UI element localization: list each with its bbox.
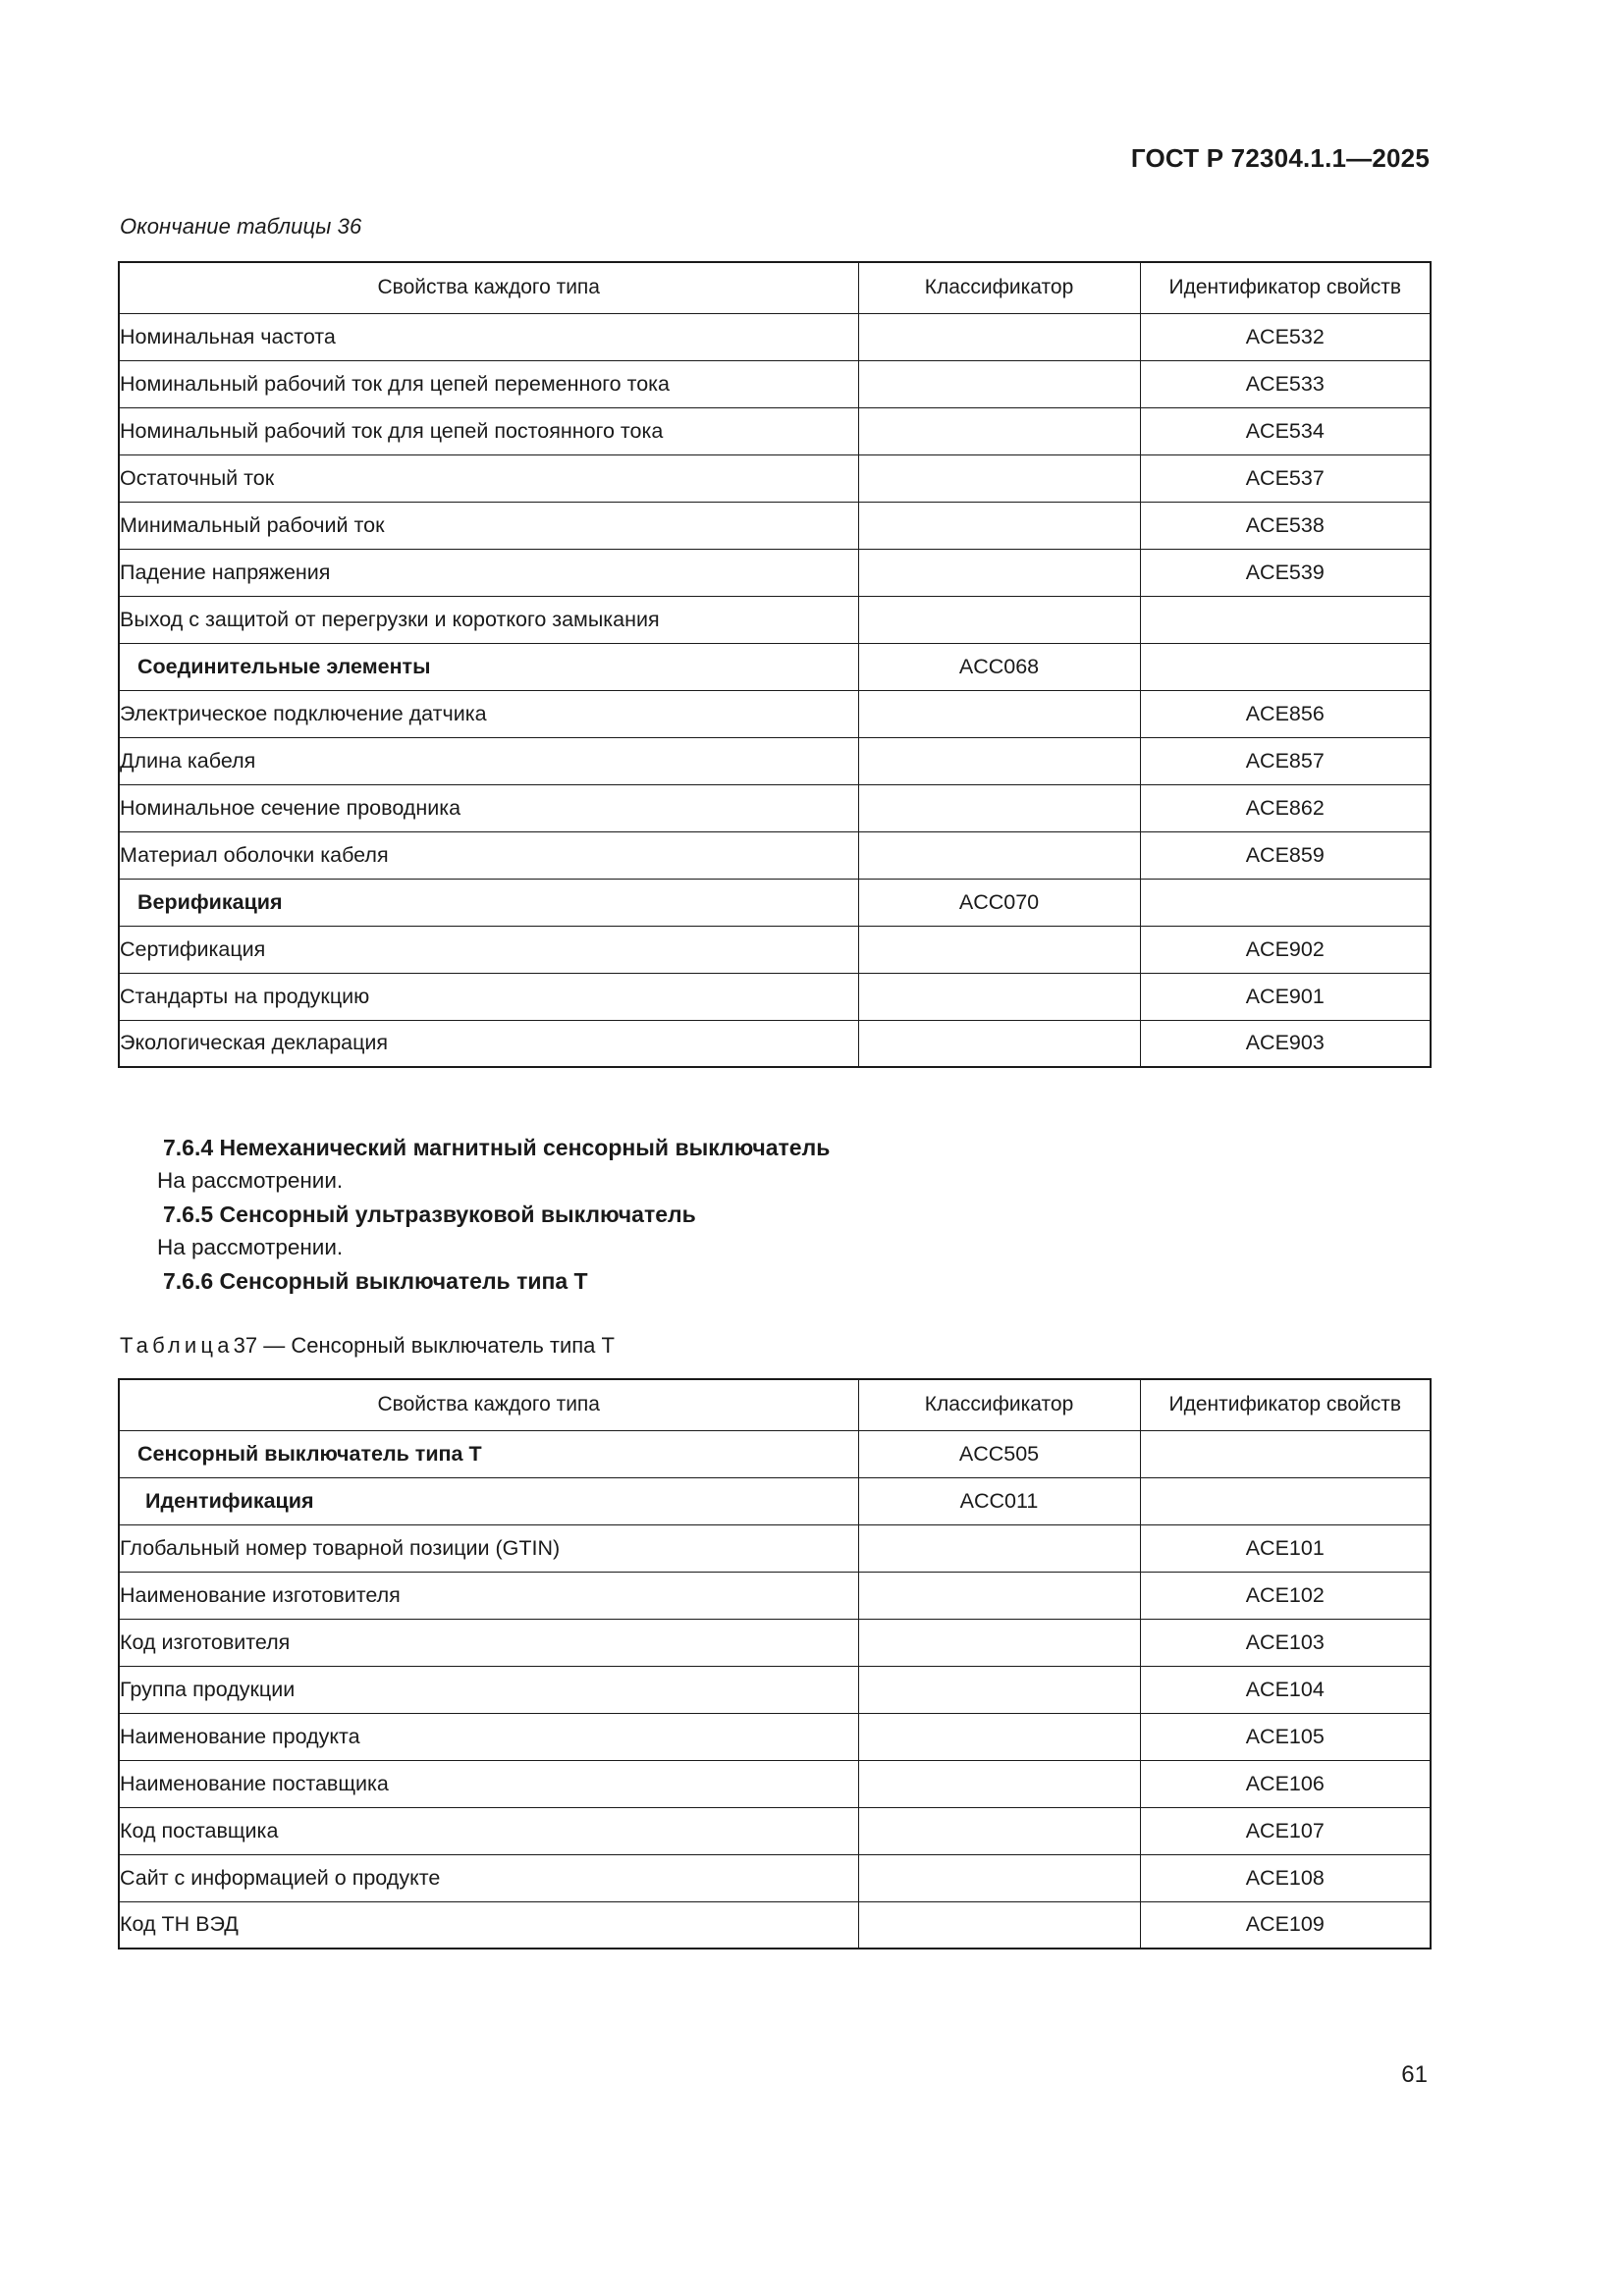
row-classifier-value [858, 313, 1140, 360]
row-identifier-value: ACE903 [1140, 1020, 1431, 1067]
row-classifier-value [858, 690, 1140, 737]
row-identifier-value: ACE101 [1140, 1524, 1431, 1572]
row-property-label: Номинальный рабочий ток для цепей переменного тока [119, 360, 858, 407]
row-identifier-value: ACE105 [1140, 1713, 1431, 1760]
table-37-caption-wrap [118, 1333, 1430, 1359]
row-classifier-value [858, 831, 1140, 879]
row-classifier-value [858, 1524, 1140, 1572]
row-group-label: Идентификация [119, 1477, 858, 1524]
table-row [119, 973, 1431, 1020]
row-classifier-value [858, 1619, 1140, 1666]
row-property-label: Наименование изготовителя [119, 1572, 858, 1619]
row-property-label: Материал оболочки кабеля [119, 831, 858, 879]
row-classifier-value: ACC505 [858, 1430, 1140, 1477]
row-property-label: Код ТН ВЭД [119, 1901, 858, 1949]
table-37-caption-label: Таблица [120, 1333, 234, 1358]
row-classifier-value [858, 926, 1140, 973]
table-36 [118, 261, 1432, 1068]
table-37-head [119, 1379, 1431, 1430]
row-classifier-value [858, 737, 1140, 784]
table-36-header-row [119, 262, 1431, 313]
row-group-label: Соединительные элементы [119, 643, 858, 690]
row-group-label: Верификация [119, 879, 858, 926]
table-row [119, 1524, 1431, 1572]
row-classifier-value [858, 1854, 1140, 1901]
row-classifier-value [858, 1807, 1140, 1854]
table-row [119, 690, 1431, 737]
row-property-label: Код изготовителя [119, 1619, 858, 1666]
table-37-body [119, 1430, 1431, 1949]
row-classifier-value [858, 407, 1140, 454]
row-identifier-value: ACE102 [1140, 1572, 1431, 1619]
row-identifier-value: ACE106 [1140, 1760, 1431, 1807]
row-property-label: Наименование поставщика [119, 1760, 858, 1807]
column-header-identifier: Идентификатор свойств [1140, 1379, 1431, 1430]
row-classifier-value [858, 1572, 1140, 1619]
row-property-label: Наименование продукта [119, 1713, 858, 1760]
table-row [119, 831, 1431, 879]
row-property-label: Остаточный ток [119, 454, 858, 502]
row-property-label: Сайт с информацией о продукте [119, 1854, 858, 1901]
table-row [119, 1807, 1431, 1854]
row-property-label: Минимальный рабочий ток [119, 502, 858, 549]
row-identifier-value [1140, 1477, 1431, 1524]
table-36-head [119, 262, 1431, 313]
table-row [119, 737, 1431, 784]
row-property-label: Выход с защитой от перегрузки и короткого замыкания [119, 596, 858, 643]
row-identifier-value: ACE532 [1140, 313, 1431, 360]
row-classifier-value [858, 549, 1140, 596]
column-header-classifier: Классификатор [858, 262, 1140, 313]
column-header-identifier: Идентификатор свойств [1140, 262, 1431, 313]
table-row [119, 1430, 1431, 1477]
table-row [119, 407, 1431, 454]
row-property-label: Группа продукции [119, 1666, 858, 1713]
row-property-label: Сертификация [119, 926, 858, 973]
row-identifier-value: ACE108 [1140, 1854, 1431, 1901]
row-classifier-value: ACC068 [858, 643, 1140, 690]
row-property-label: Номинальный рабочий ток для цепей постоянного тока [119, 407, 858, 454]
section-headings-block [157, 1131, 1430, 1298]
section-heading-7-6-6: 7.6.6 Сенсорный выключатель типа Т [163, 1268, 588, 1294]
row-classifier-value [858, 784, 1140, 831]
table-row [119, 549, 1431, 596]
table-37-header-row [119, 1379, 1431, 1430]
row-classifier-value [858, 596, 1140, 643]
table-row [119, 1760, 1431, 1807]
row-property-label: Стандарты на продукцию [119, 973, 858, 1020]
row-identifier-value: ACE539 [1140, 549, 1431, 596]
table-37 [118, 1378, 1432, 1949]
column-header-properties: Свойства каждого типа [119, 1379, 858, 1430]
row-identifier-value: ACE857 [1140, 737, 1431, 784]
table-row [119, 502, 1431, 549]
table-37-caption [120, 1333, 1430, 1359]
table-row [119, 360, 1431, 407]
row-property-label: Электрическое подключение датчика [119, 690, 858, 737]
table-row [119, 643, 1431, 690]
row-identifier-value [1140, 596, 1431, 643]
row-identifier-value: ACE902 [1140, 926, 1431, 973]
table-row [119, 1619, 1431, 1666]
row-identifier-value: ACE109 [1140, 1901, 1431, 1949]
document-header-standard-number: ГОСТ Р 72304.1.1—2025 [1130, 143, 1430, 173]
row-property-label: Номинальная частота [119, 313, 858, 360]
table-37-caption-text: 37 — Сенсорный выключатель типа Т [233, 1333, 615, 1358]
table-36-continuation-caption: Окончание таблицы 36 [120, 214, 362, 239]
row-property-label: Экологическая декларация [119, 1020, 858, 1067]
row-identifier-value [1140, 643, 1431, 690]
table-row [119, 596, 1431, 643]
row-property-label: Код поставщика [119, 1807, 858, 1854]
row-property-label: Падение напряжения [119, 549, 858, 596]
column-header-classifier: Классификатор [858, 1379, 1140, 1430]
row-classifier-value [858, 1020, 1140, 1067]
row-classifier-value [858, 1713, 1140, 1760]
row-identifier-value: ACE901 [1140, 973, 1431, 1020]
row-identifier-value: ACE107 [1140, 1807, 1431, 1854]
table-36-body [119, 313, 1431, 1067]
table-row [119, 926, 1431, 973]
row-property-label: Номинальное сечение проводника [119, 784, 858, 831]
row-classifier-value [858, 502, 1140, 549]
row-identifier-value: ACE856 [1140, 690, 1431, 737]
row-classifier-value [858, 1901, 1140, 1949]
row-classifier-value [858, 454, 1140, 502]
row-classifier-value [858, 973, 1140, 1020]
column-header-properties: Свойства каждого типа [119, 262, 858, 313]
section-body-7-6-5: На рассмотрении. [157, 1235, 344, 1259]
table-row [119, 1901, 1431, 1949]
table-row [119, 313, 1431, 360]
table-row [119, 879, 1431, 926]
table-row [119, 1666, 1431, 1713]
row-property-label: Глобальный номер товарной позиции (GTIN) [119, 1524, 858, 1572]
table-row [119, 784, 1431, 831]
row-classifier-value [858, 360, 1140, 407]
table-row [119, 454, 1431, 502]
table-row [119, 1854, 1431, 1901]
table-row [119, 1477, 1431, 1524]
row-identifier-value: ACE534 [1140, 407, 1431, 454]
table-row [119, 1572, 1431, 1619]
row-identifier-value [1140, 1430, 1431, 1477]
row-group-label: Сенсорный выключатель типа Т [119, 1430, 858, 1477]
row-identifier-value: ACE859 [1140, 831, 1431, 879]
section-heading-7-6-4: 7.6.4 Немеханический магнитный сенсорный выключатель [163, 1135, 831, 1160]
section-heading-7-6-5: 7.6.5 Сенсорный ультразвуковой выключатель [163, 1201, 696, 1227]
row-identifier-value: ACE538 [1140, 502, 1431, 549]
row-classifier-value [858, 1760, 1140, 1807]
section-body-7-6-4: На рассмотрении. [157, 1168, 344, 1193]
row-identifier-value: ACE104 [1140, 1666, 1431, 1713]
row-classifier-value [858, 1666, 1140, 1713]
page-content [118, 214, 1430, 1949]
row-identifier-value: ACE537 [1140, 454, 1431, 502]
row-identifier-value: ACE862 [1140, 784, 1431, 831]
row-classifier-value: ACC070 [858, 879, 1140, 926]
row-identifier-value: ACE533 [1140, 360, 1431, 407]
table-row [119, 1020, 1431, 1067]
row-property-label: Длина кабеля [119, 737, 858, 784]
row-classifier-value: ACC011 [858, 1477, 1140, 1524]
row-identifier-value [1140, 879, 1431, 926]
table-row [119, 1713, 1431, 1760]
row-identifier-value: ACE103 [1140, 1619, 1431, 1666]
page-number: 61 [1401, 2061, 1428, 2088]
